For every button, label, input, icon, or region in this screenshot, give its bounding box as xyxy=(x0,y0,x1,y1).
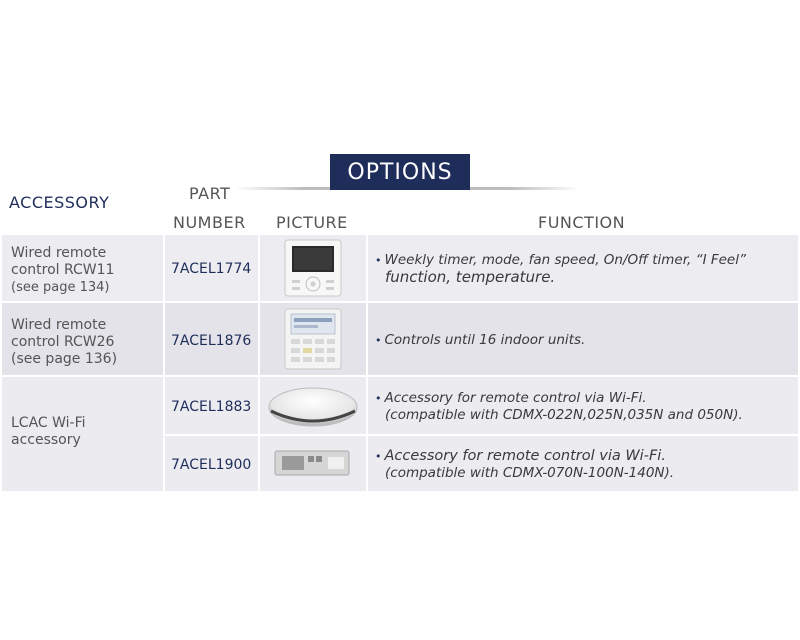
header-picture: PICTURE xyxy=(276,213,348,232)
wifi-dongle-icon xyxy=(272,448,354,478)
accessory-line: Wired remote xyxy=(11,317,107,333)
bullet-icon: • xyxy=(375,450,382,463)
table-row-accessory xyxy=(2,377,163,491)
part-number-cell xyxy=(165,436,258,491)
function-cell xyxy=(368,235,798,301)
header-function: FUNCTION xyxy=(538,213,626,232)
bullet-icon: • xyxy=(375,254,382,267)
accessory-line: (see page 134) xyxy=(11,280,110,295)
function-line: function, temperature. xyxy=(385,268,556,286)
accessory-line: accessory xyxy=(11,432,81,448)
header-number: NUMBER xyxy=(173,213,246,232)
part-number: 7ACEL1876 xyxy=(171,333,252,349)
wired-remote-rcw11-icon xyxy=(282,239,344,297)
accessory-line: control RCW26 xyxy=(11,334,115,350)
function-cell xyxy=(368,377,798,434)
bullet-icon: • xyxy=(375,334,382,347)
wifi-dome-module-icon xyxy=(266,383,360,429)
accessory-line: Wired remote xyxy=(11,245,107,261)
table-row-accessory xyxy=(2,235,163,301)
accessory-line: LCAC Wi-Fi xyxy=(11,415,86,431)
function-cell xyxy=(368,436,798,491)
header-accessory: ACCESSORY xyxy=(9,193,110,212)
picture-cell xyxy=(260,436,366,491)
function-line: • Accessory for remote control via Wi-Fi. xyxy=(375,390,647,406)
part-number-cell xyxy=(165,235,258,301)
page-title: OPTIONS xyxy=(330,154,470,190)
picture-cell xyxy=(260,377,366,434)
part-number-cell xyxy=(165,377,258,434)
function-line: (compatible with CDMX-070N-100N-140N). xyxy=(385,465,675,481)
header-part: PART xyxy=(189,184,231,203)
wired-remote-rcw26-icon xyxy=(282,308,344,370)
function-line: (compatible with CDMX-022N,025N,035N and 050N). xyxy=(385,407,743,423)
bullet-icon: • xyxy=(375,392,382,405)
function-line: • Controls until 16 indoor units. xyxy=(375,332,586,348)
picture-cell xyxy=(260,303,366,375)
accessory-line: (see page 136) xyxy=(11,351,118,367)
part-number: 7ACEL1883 xyxy=(171,399,252,415)
table-row-accessory xyxy=(2,303,163,375)
function-line: • Weekly timer, mode, fan speed, On/Off timer, “I Feel” xyxy=(375,252,746,268)
part-number: 7ACEL1900 xyxy=(171,457,252,473)
accessory-line: control RCW11 xyxy=(11,262,115,278)
function-cell xyxy=(368,303,798,375)
part-number: 7ACEL1774 xyxy=(171,261,252,277)
part-number-cell xyxy=(165,303,258,375)
function-line: • Accessory for remote control via Wi-Fi. xyxy=(375,448,666,464)
picture-cell xyxy=(260,235,366,301)
